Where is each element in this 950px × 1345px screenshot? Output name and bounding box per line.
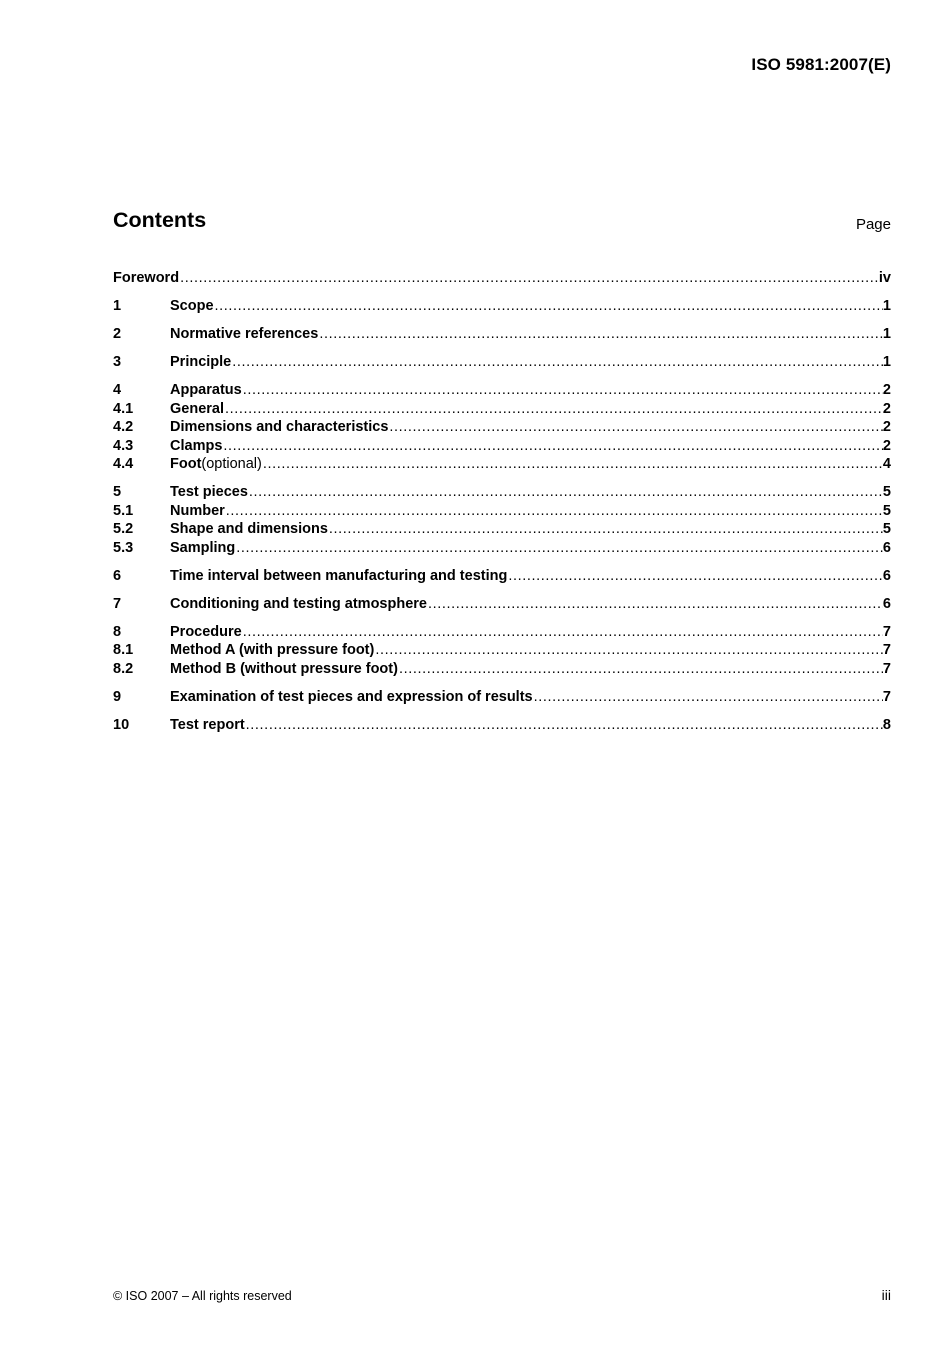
toc-dot-leader xyxy=(318,325,883,344)
toc-entry-page: 5 xyxy=(882,521,891,537)
toc-entry-page: 2 xyxy=(882,437,891,454)
toc-entry-number: 8.2 xyxy=(113,660,134,677)
toc-entry-title-note: (optional) xyxy=(201,456,262,472)
toc-entry-page: 1 xyxy=(882,354,891,370)
toc-entry-number: 8.1 xyxy=(113,642,134,658)
toc-entry-page: 4 xyxy=(882,456,891,472)
toc-entry-title: Normative references xyxy=(170,326,319,342)
toc-dot-leader xyxy=(224,400,883,419)
toc-dot-leader xyxy=(398,660,883,679)
toc-entry-page: 7 xyxy=(882,688,891,705)
toc-entry-title: Conditioning and testing atmosphere xyxy=(170,595,427,612)
toc-entry[interactable] xyxy=(113,716,891,735)
toc-entry-title: Method B (without pressure foot) xyxy=(170,660,398,677)
toc-dot-leader xyxy=(374,641,883,660)
toc-entry-title: Scope xyxy=(170,298,214,314)
toc-entry-number: 1 xyxy=(113,298,122,314)
toc-entry-page: 6 xyxy=(882,567,891,584)
toc-dot-leader xyxy=(225,502,883,521)
toc-entry-number: 7 xyxy=(113,595,122,612)
toc-entry-page: 7 xyxy=(882,660,891,677)
toc-entry-page: 2 xyxy=(882,400,891,417)
toc-group xyxy=(113,623,891,679)
toc-dot-leader xyxy=(427,595,883,614)
toc-entry-number: 2 xyxy=(113,326,122,342)
toc-entry-title: Clamps xyxy=(170,437,223,454)
footer-copyright: © ISO 2007 – All rights reserved xyxy=(113,1289,292,1303)
toc-entry-title: Test pieces xyxy=(170,484,248,500)
toc-entry-title: Number xyxy=(170,502,225,519)
toc-entry-title: Examination of test pieces and expression of results xyxy=(170,688,533,705)
toc-group xyxy=(113,325,891,344)
toc-dot-leader xyxy=(242,623,883,642)
toc-entry[interactable] xyxy=(113,325,891,344)
toc-entry-page: 1 xyxy=(882,298,891,314)
toc-entry-page: 5 xyxy=(882,502,891,519)
toc-dot-leader xyxy=(231,353,883,372)
toc-entry-title: Foot xyxy=(170,456,202,472)
toc-entry[interactable] xyxy=(113,437,891,456)
toc-entry-page: 6 xyxy=(882,595,891,612)
toc-group xyxy=(113,381,891,474)
toc-entry[interactable] xyxy=(113,455,891,474)
toc-entry-page: iv xyxy=(878,270,891,286)
toc-entry-page: 7 xyxy=(882,623,891,640)
toc-entry-number: 9 xyxy=(113,688,122,705)
toc-dot-leader xyxy=(242,381,883,400)
footer-page-number: iii xyxy=(881,1287,891,1303)
toc-dot-leader xyxy=(533,688,883,707)
toc-group xyxy=(113,353,891,372)
toc-dot-leader xyxy=(388,418,883,437)
toc-entry-number: 8 xyxy=(113,623,122,640)
toc-dot-leader xyxy=(222,437,883,456)
toc-entry[interactable] xyxy=(113,353,891,372)
toc-entry-page: 1 xyxy=(882,326,891,342)
toc-dot-leader xyxy=(248,483,883,502)
toc-entry-title: Principle xyxy=(170,354,232,370)
table-of-contents xyxy=(113,269,891,744)
toc-group xyxy=(113,269,891,288)
toc-entry-number: 4.4 xyxy=(113,456,134,472)
toc-entry-number: 3 xyxy=(113,354,122,370)
toc-entry-number: 10 xyxy=(113,716,130,733)
toc-group xyxy=(113,595,891,614)
contents-title: Contents xyxy=(113,208,207,232)
toc-entry-title: Shape and dimensions xyxy=(170,521,328,537)
toc-entry-page: 2 xyxy=(882,419,891,435)
toc-entry[interactable] xyxy=(113,660,891,679)
toc-entry-title: Sampling xyxy=(170,539,236,556)
toc-entry[interactable] xyxy=(113,418,891,437)
toc-entry-title: Method A (with pressure foot) xyxy=(170,642,375,658)
toc-entry-number: 5 xyxy=(113,484,122,500)
toc-entry-title: Time interval between manufacturing and testing xyxy=(170,567,508,584)
toc-entry[interactable] xyxy=(113,623,891,642)
toc-entry-title: General xyxy=(170,400,224,417)
toc-entry-number: 6 xyxy=(113,567,122,584)
page-column-label: Page xyxy=(855,216,891,233)
toc-group xyxy=(113,716,891,735)
toc-entry-number: 5.2 xyxy=(113,521,134,537)
toc-entry[interactable] xyxy=(113,595,891,614)
toc-group xyxy=(113,688,891,707)
toc-group xyxy=(113,567,891,586)
toc-entry-page: 5 xyxy=(882,484,891,500)
toc-dot-leader xyxy=(328,520,883,539)
toc-entry-number: 4.1 xyxy=(113,400,134,417)
toc-dot-leader xyxy=(235,539,883,558)
toc-entry-number: 4.3 xyxy=(113,437,134,454)
toc-entry[interactable] xyxy=(113,400,891,419)
toc-dot-leader xyxy=(214,297,883,316)
toc-entry[interactable] xyxy=(113,297,891,316)
toc-entry[interactable] xyxy=(113,269,891,288)
toc-entry-title: Apparatus xyxy=(170,382,242,398)
toc-group xyxy=(113,297,891,316)
toc-entry[interactable] xyxy=(113,641,891,660)
toc-dot-leader xyxy=(245,716,883,735)
toc-entry[interactable] xyxy=(113,539,891,558)
toc-entry-title: Procedure xyxy=(170,623,242,640)
toc-entry[interactable] xyxy=(113,567,891,586)
toc-entry[interactable] xyxy=(113,483,891,502)
toc-entry[interactable] xyxy=(113,688,891,707)
toc-entry[interactable] xyxy=(113,502,891,521)
toc-dot-leader xyxy=(262,455,883,474)
toc-entry[interactable] xyxy=(113,520,891,539)
toc-entry-page: 7 xyxy=(882,642,891,658)
toc-entry-title: Test report xyxy=(170,716,245,733)
document-id: ISO 5981:2007(E) xyxy=(751,55,891,74)
toc-entry-title: Foreword xyxy=(113,270,180,286)
toc-dot-leader xyxy=(179,269,879,288)
toc-entry-number: 4.2 xyxy=(113,419,134,435)
toc-entry-title: Dimensions and characteristics xyxy=(170,419,389,435)
toc-entry-number: 5.3 xyxy=(113,539,134,556)
toc-entry-page: 2 xyxy=(882,382,891,398)
toc-entry-page: 6 xyxy=(882,539,891,556)
toc-entry-page: 8 xyxy=(882,716,891,733)
toc-entry-number: 4 xyxy=(113,382,122,398)
toc-group xyxy=(113,483,891,557)
toc-dot-leader xyxy=(507,567,883,586)
toc-entry-number: 5.1 xyxy=(113,502,134,519)
toc-entry[interactable] xyxy=(113,381,891,400)
